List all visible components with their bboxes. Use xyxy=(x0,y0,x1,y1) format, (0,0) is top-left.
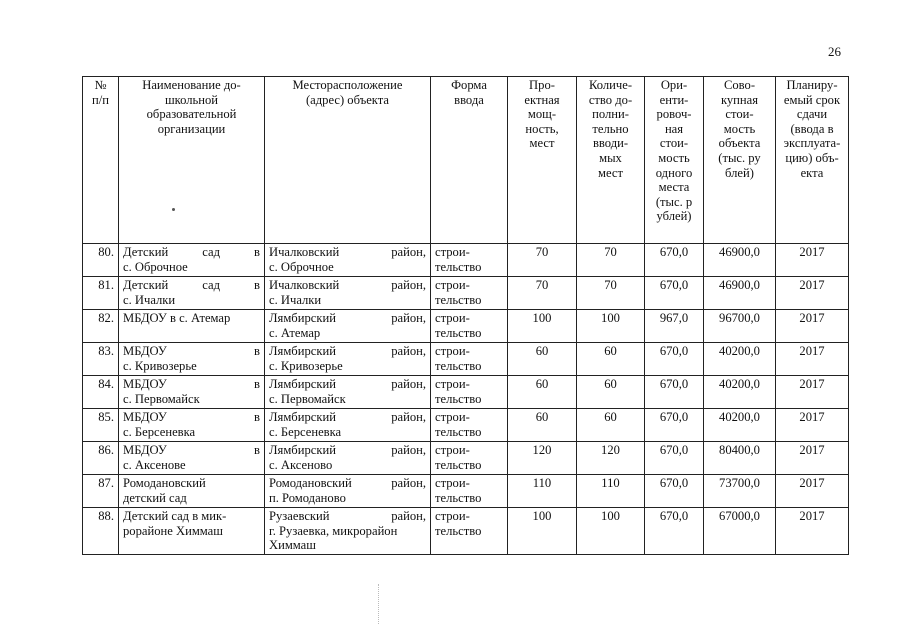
cell-word: МБДОУ в с. Атемар xyxy=(123,311,231,325)
commission-year-cell: 2017 xyxy=(776,376,849,409)
header-line: Про- xyxy=(529,78,555,92)
total-cost-cell: 46900,0 xyxy=(704,277,776,310)
address-cell xyxy=(265,343,431,376)
cell-word: район, xyxy=(391,476,426,490)
total-cost-cell: 46900,0 xyxy=(704,244,776,277)
cell-line xyxy=(269,509,426,524)
header-line: екта xyxy=(800,165,824,180)
org-name-cell xyxy=(119,442,265,475)
cell-line xyxy=(123,458,260,473)
cost-per-place-cell: 670,0 xyxy=(645,343,704,376)
header-total-cost xyxy=(704,77,776,244)
cell-word: Лямбирский xyxy=(269,311,336,325)
cost-per-place-cell: 967,0 xyxy=(645,310,704,343)
cell-line xyxy=(123,425,260,440)
header-line: тельно xyxy=(592,121,629,136)
cell-line xyxy=(123,311,260,326)
cell-word: с. Кривозерье xyxy=(123,358,197,373)
cell-word: с. Кривозерье xyxy=(269,358,343,373)
address-cell xyxy=(265,376,431,409)
cell-word: п. Ромоданово xyxy=(269,490,346,505)
header-line: стои- xyxy=(659,136,689,151)
address-cell xyxy=(265,310,431,343)
additional-places-cell: 120 xyxy=(577,442,645,475)
cell-word: Детский сад в мик- xyxy=(123,509,227,523)
header-line: Сово- xyxy=(723,78,756,92)
cell-line xyxy=(269,491,426,506)
header-line: одного xyxy=(655,165,693,180)
capacity-cell: 70 xyxy=(508,244,577,277)
table-row xyxy=(83,508,849,555)
form-cell xyxy=(431,442,508,475)
additional-places-cell: 60 xyxy=(577,409,645,442)
row-number: 83. xyxy=(83,343,119,376)
header-form xyxy=(431,77,508,244)
header-line: (ввода в xyxy=(790,121,834,136)
cell-line xyxy=(123,278,260,293)
cell-line: строи- xyxy=(435,509,470,523)
cell-word: район, xyxy=(391,245,426,259)
cell-word: район, xyxy=(391,410,426,424)
total-cost-cell: 96700,0 xyxy=(704,310,776,343)
cell-line xyxy=(123,443,260,458)
header-line: емый срок xyxy=(783,92,841,107)
table-row xyxy=(83,343,849,376)
commission-year-cell: 2017 xyxy=(776,409,849,442)
header-line: сдачи xyxy=(796,107,828,122)
table-row xyxy=(83,376,849,409)
cell-word: в xyxy=(254,377,260,391)
cell-word: в xyxy=(254,278,260,292)
table-row xyxy=(83,475,849,508)
header-line: Месторасположение xyxy=(292,78,403,92)
table-header-row xyxy=(83,77,849,244)
cell-line xyxy=(269,443,426,458)
cell-line: тельство xyxy=(435,259,482,274)
commission-year-cell: 2017 xyxy=(776,277,849,310)
cell-line xyxy=(123,245,260,260)
header-year xyxy=(776,77,849,244)
address-cell xyxy=(265,277,431,310)
cell-word: детский сад xyxy=(123,490,187,505)
header-line: ность, xyxy=(525,121,559,136)
header-line: мых xyxy=(599,150,622,165)
header-address xyxy=(265,77,431,244)
commission-year-cell: 2017 xyxy=(776,343,849,376)
row-number: 82. xyxy=(83,310,119,343)
address-cell xyxy=(265,244,431,277)
cell-word: в xyxy=(254,443,260,457)
cell-word: Ичалковский xyxy=(269,278,340,292)
form-cell xyxy=(431,310,508,343)
address-cell xyxy=(265,409,431,442)
header-capacity xyxy=(508,77,577,244)
cell-word: в xyxy=(254,245,260,259)
additional-places-cell: 60 xyxy=(577,343,645,376)
cell-line: тельство xyxy=(435,325,482,340)
cell-word: с. Атемар xyxy=(269,325,321,340)
row-number: 85. xyxy=(83,409,119,442)
cell-word: район, xyxy=(391,443,426,457)
cell-line xyxy=(269,311,426,326)
cell-line: тельство xyxy=(435,457,482,472)
capacity-cell: 100 xyxy=(508,310,577,343)
header-line: ввода xyxy=(454,92,484,107)
form-cell xyxy=(431,508,508,555)
header-line: цию) объ- xyxy=(785,150,839,165)
form-cell xyxy=(431,343,508,376)
cell-word: г. Рузаевка, микрорайон xyxy=(269,523,398,538)
cell-line: тельство xyxy=(435,292,482,307)
org-name-cell xyxy=(119,376,265,409)
cell-line: тельство xyxy=(435,424,482,439)
header-line: (тыс. р xyxy=(655,194,693,209)
cell-word: с. Берсеневка xyxy=(123,424,196,439)
cell-line: тельство xyxy=(435,391,482,406)
cell-line: строи- xyxy=(435,245,470,259)
header-line: (адрес) объекта xyxy=(305,92,389,107)
cell-line: строи- xyxy=(435,344,470,358)
cell-word: Детский xyxy=(123,245,169,259)
capacity-cell: 60 xyxy=(508,409,577,442)
form-cell xyxy=(431,409,508,442)
capacity-cell: 120 xyxy=(508,442,577,475)
cell-line: тельство xyxy=(435,523,482,538)
row-number: 88. xyxy=(83,508,119,555)
cell-word: МБДОУ xyxy=(123,344,167,358)
commission-year-cell: 2017 xyxy=(776,244,849,277)
cell-line xyxy=(123,410,260,425)
table-row xyxy=(83,409,849,442)
cost-per-place-cell: 670,0 xyxy=(645,442,704,475)
cell-line xyxy=(269,344,426,359)
cell-word: сад xyxy=(202,278,220,292)
header-cost-per-place xyxy=(645,77,704,244)
header-additional xyxy=(577,77,645,244)
cell-word: с. Оброчное xyxy=(269,259,334,274)
org-name-cell xyxy=(119,310,265,343)
row-number: 84. xyxy=(83,376,119,409)
cell-word: в xyxy=(254,410,260,424)
cell-line: тельство xyxy=(435,358,482,373)
cell-line xyxy=(123,509,260,524)
header-line: Количе- xyxy=(588,78,633,92)
cell-word: МБДОУ xyxy=(123,410,167,424)
header-line: № xyxy=(94,78,107,92)
cell-line: строи- xyxy=(435,410,470,424)
cell-word: с. Ичалки xyxy=(123,292,176,307)
cell-word: Рузаевский xyxy=(269,509,330,523)
cell-word: район, xyxy=(391,311,426,325)
cell-line xyxy=(269,326,426,341)
org-name-cell xyxy=(119,244,265,277)
cell-word: Ромодановский xyxy=(123,476,206,490)
cost-per-place-cell: 670,0 xyxy=(645,508,704,555)
cell-word: Ромодановский xyxy=(269,476,352,490)
cell-word: с. Аксенове xyxy=(123,457,186,472)
row-number: 87. xyxy=(83,475,119,508)
form-cell xyxy=(431,244,508,277)
header-line: ублей) xyxy=(656,209,692,224)
header-line: ровоч- xyxy=(656,107,692,122)
header-line: купная xyxy=(720,92,759,107)
cell-line xyxy=(269,476,426,491)
total-cost-cell: 40200,0 xyxy=(704,409,776,442)
header-line: мест xyxy=(598,165,623,180)
cell-word: район, xyxy=(391,278,426,292)
cell-line xyxy=(269,245,426,260)
header-line: мость xyxy=(658,150,690,165)
cell-word: с. Первомайск xyxy=(269,391,346,406)
form-cell xyxy=(431,277,508,310)
row-number: 81. xyxy=(83,277,119,310)
row-number: 80. xyxy=(83,244,119,277)
cell-word: рорайоне Химмаш xyxy=(123,523,223,538)
header-line: блей) xyxy=(725,165,754,180)
cell-line xyxy=(269,293,426,308)
cell-line xyxy=(269,260,426,275)
additional-places-cell: 70 xyxy=(577,244,645,277)
cell-line xyxy=(123,377,260,392)
cell-line xyxy=(269,425,426,440)
header-line: ектная xyxy=(524,92,560,107)
header-line: стои- xyxy=(725,107,754,122)
table-row xyxy=(83,442,849,475)
cell-word: Лямбирский xyxy=(269,443,336,457)
table-row xyxy=(83,310,849,343)
commission-year-cell: 2017 xyxy=(776,508,849,555)
address-cell xyxy=(265,475,431,508)
org-name-cell xyxy=(119,409,265,442)
cell-word: сад xyxy=(202,245,220,259)
header-name xyxy=(119,77,265,244)
cell-line xyxy=(269,377,426,392)
header-line: Форма xyxy=(451,78,487,92)
cell-word: Химмаш xyxy=(269,538,316,553)
address-cell xyxy=(265,442,431,475)
header-line: енти- xyxy=(659,92,689,107)
cell-line xyxy=(123,392,260,407)
cost-per-place-cell: 670,0 xyxy=(645,244,704,277)
row-number: 86. xyxy=(83,442,119,475)
cell-word: район, xyxy=(391,377,426,391)
additional-places-cell: 110 xyxy=(577,475,645,508)
cell-word: район, xyxy=(391,509,426,523)
table-row xyxy=(83,277,849,310)
cost-per-place-cell: 670,0 xyxy=(645,376,704,409)
header-line: мощ- xyxy=(527,107,557,122)
cell-line: строи- xyxy=(435,311,470,325)
additional-places-cell: 60 xyxy=(577,376,645,409)
commission-year-cell: 2017 xyxy=(776,310,849,343)
total-cost-cell: 40200,0 xyxy=(704,343,776,376)
cell-word: с. Ичалки xyxy=(269,292,322,307)
additional-places-cell: 100 xyxy=(577,508,645,555)
cell-line xyxy=(269,538,426,553)
header-line: мость xyxy=(723,121,756,136)
commission-year-cell: 2017 xyxy=(776,475,849,508)
cost-per-place-cell: 670,0 xyxy=(645,409,704,442)
cell-word: с. Берсеневка xyxy=(269,424,342,439)
header-line: мест xyxy=(529,136,555,151)
header-line: школьной xyxy=(164,92,219,107)
commission-year-cell: 2017 xyxy=(776,442,849,475)
cell-word: Ичалковский xyxy=(269,245,340,259)
cell-line xyxy=(269,458,426,473)
kindergarten-table xyxy=(82,76,849,555)
header-line: организации xyxy=(157,121,226,136)
cell-word: Лямбирский xyxy=(269,344,336,358)
cell-word: МБДОУ xyxy=(123,377,167,391)
cell-line xyxy=(269,392,426,407)
header-line: вводи- xyxy=(592,136,629,151)
cell-line: тельство xyxy=(435,490,482,505)
total-cost-cell: 67000,0 xyxy=(704,508,776,555)
cell-line: строи- xyxy=(435,476,470,490)
header-line: Наименование до- xyxy=(142,78,241,92)
capacity-cell: 70 xyxy=(508,277,577,310)
form-cell xyxy=(431,376,508,409)
cell-line xyxy=(123,524,260,539)
capacity-cell: 60 xyxy=(508,376,577,409)
header-line: образовательной xyxy=(146,107,237,122)
cell-word: МБДОУ xyxy=(123,443,167,457)
cell-word: с. Первомайск xyxy=(123,391,200,406)
scan-mark xyxy=(378,584,380,624)
org-name-cell xyxy=(119,277,265,310)
org-name-cell xyxy=(119,475,265,508)
cell-line xyxy=(123,260,260,275)
capacity-cell: 110 xyxy=(508,475,577,508)
additional-places-cell: 100 xyxy=(577,310,645,343)
header-line: объекта xyxy=(718,136,761,151)
header-line: Планиру- xyxy=(786,78,838,92)
header-line: ная xyxy=(664,121,684,136)
additional-places-cell: 70 xyxy=(577,277,645,310)
header-line: ство до- xyxy=(588,92,633,107)
table-body xyxy=(83,244,849,555)
cell-word: Лямбирский xyxy=(269,377,336,391)
header-line: эксплуата- xyxy=(783,136,841,151)
cell-line: строи- xyxy=(435,443,470,457)
total-cost-cell: 80400,0 xyxy=(704,442,776,475)
capacity-cell: 60 xyxy=(508,343,577,376)
cell-line xyxy=(269,359,426,374)
header-line: п/п xyxy=(92,92,109,107)
header-line: места xyxy=(658,180,690,195)
org-name-cell xyxy=(119,343,265,376)
total-cost-cell: 40200,0 xyxy=(704,376,776,409)
cost-per-place-cell: 670,0 xyxy=(645,277,704,310)
cell-word: Детский xyxy=(123,278,169,292)
form-cell xyxy=(431,475,508,508)
header-line: полни- xyxy=(592,107,629,122)
cell-word: в xyxy=(254,344,260,358)
header-line: (тыс. ру xyxy=(718,150,761,165)
cell-word: с. Аксеново xyxy=(269,457,333,472)
page-number: 26 xyxy=(828,44,841,59)
cell-line xyxy=(269,278,426,293)
header-number xyxy=(83,77,119,244)
cell-line xyxy=(269,524,426,539)
cell-line xyxy=(123,344,260,359)
capacity-cell: 100 xyxy=(508,508,577,555)
cell-word: с. Оброчное xyxy=(123,259,188,274)
address-cell xyxy=(265,508,431,555)
total-cost-cell: 73700,0 xyxy=(704,475,776,508)
cell-line: строи- xyxy=(435,278,470,292)
scan-speck xyxy=(172,208,175,211)
org-name-cell xyxy=(119,508,265,555)
table-row xyxy=(83,244,849,277)
cost-per-place-cell: 670,0 xyxy=(645,475,704,508)
cell-line: строи- xyxy=(435,377,470,391)
cell-line xyxy=(123,293,260,308)
cell-word: район, xyxy=(391,344,426,358)
cell-line xyxy=(123,491,260,506)
header-line: Ори- xyxy=(660,78,688,92)
cell-word: Лямбирский xyxy=(269,410,336,424)
cell-line xyxy=(123,359,260,374)
cell-line xyxy=(269,410,426,425)
cell-line xyxy=(123,476,260,491)
